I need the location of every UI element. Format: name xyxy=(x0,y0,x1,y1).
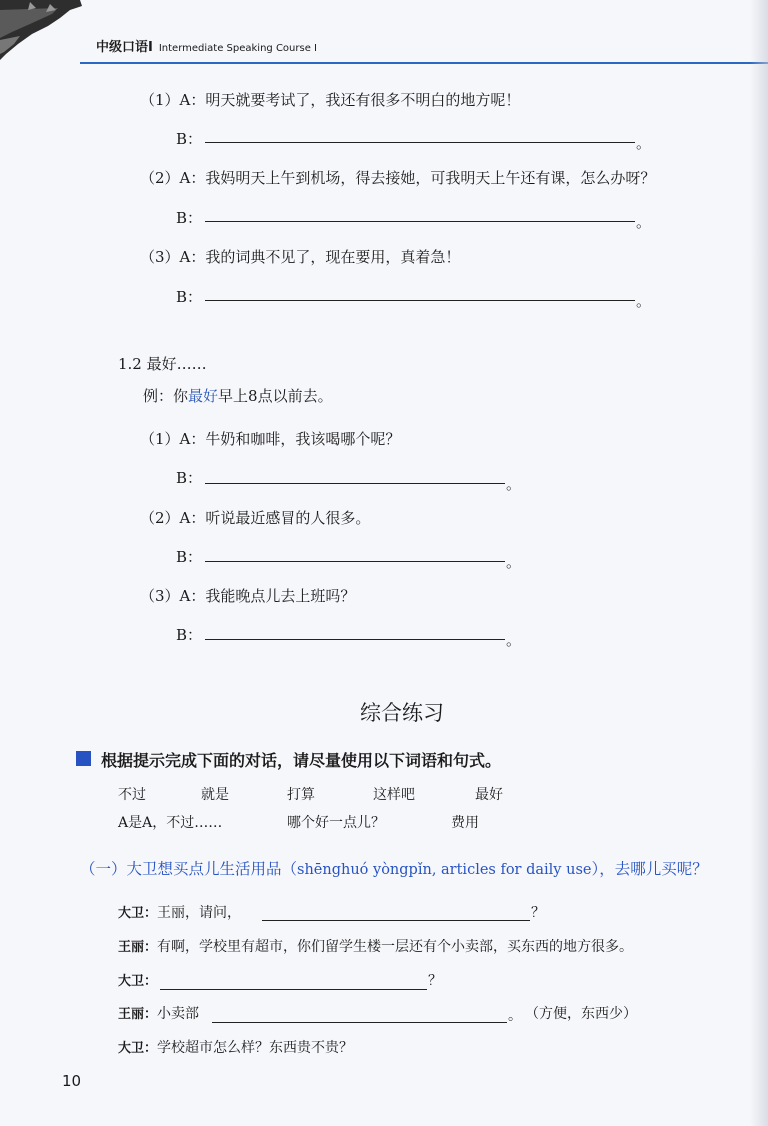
q2-2-answer-blank[interactable] xyxy=(205,561,505,562)
speaker: 王丽： xyxy=(118,1007,158,1022)
q2-1-end-mark: 。 xyxy=(506,475,522,493)
part-one-heading xyxy=(80,857,708,879)
dialogue-1-end-mark: ？ xyxy=(531,905,545,921)
q2-3-a xyxy=(140,585,355,606)
q1-2-a xyxy=(140,167,655,188)
pagoda-roof-icon xyxy=(0,0,88,66)
q1-1-answer-blank[interactable] xyxy=(205,142,635,143)
line-text: 学校超市怎么样？东西贵不贵？ xyxy=(157,1040,354,1056)
q1-3-b-label: B： xyxy=(176,288,203,306)
word-option: 最好 xyxy=(475,787,503,803)
speaker: 王丽： xyxy=(118,940,158,955)
word-option: 不过 xyxy=(118,787,146,803)
dialogue-line-5 xyxy=(118,1037,353,1057)
word-option: 打算 xyxy=(287,787,315,803)
q-number: （3） xyxy=(140,587,180,605)
q1-3-end-mark: 。 xyxy=(636,292,652,310)
dialogue-4-answer-blank[interactable] xyxy=(212,1022,507,1023)
q2-2-a xyxy=(140,507,370,528)
dialogue-line-4 xyxy=(118,1003,199,1023)
exercise-title: 综合练习 xyxy=(360,701,444,725)
dialogue-4-end-mark: 。 xyxy=(508,1008,522,1024)
line-text: 王丽，请问， xyxy=(157,905,242,921)
q1-2-end-mark: 。 xyxy=(636,213,652,231)
q1-2-b-label: B： xyxy=(176,209,203,227)
word-option: 就是 xyxy=(201,787,229,803)
q-number: （2） xyxy=(140,509,180,527)
example-suffix: 早上8点以前去。 xyxy=(218,387,333,405)
blue-square-bullet-icon xyxy=(76,751,91,766)
q2-1-answer-blank[interactable] xyxy=(205,483,505,484)
q2-3-answer-blank[interactable] xyxy=(205,639,505,640)
header-rule xyxy=(80,62,768,64)
q2-2-b-label: B： xyxy=(176,548,203,566)
part-one-prefix: （一）大卫想买点儿生活用品（ xyxy=(80,860,298,878)
dialogue-line-3 xyxy=(118,970,157,989)
example-prefix: 例：你 xyxy=(143,387,189,405)
speaker: 大卫： xyxy=(118,906,158,921)
q2-3-b-label: B： xyxy=(176,626,203,644)
q-text: A：明天就要考试了，我还有很多不明白的地方呢！ xyxy=(179,91,521,109)
dialogue-line-2 xyxy=(118,936,633,956)
q1-1-a xyxy=(140,89,520,110)
pattern-option: A是A，不过…… xyxy=(118,815,223,831)
example-sentence xyxy=(143,385,333,406)
speaker: 大卫： xyxy=(118,974,158,989)
q-text: A：我的词典不见了，现在要用，真着急！ xyxy=(179,248,461,266)
dialogue-line-1 xyxy=(118,902,241,922)
dialogue-4-hint: （方便，东西少） xyxy=(525,1006,637,1022)
q-number: （1） xyxy=(140,430,180,448)
q-number: （1） xyxy=(140,91,180,109)
section-heading-1-2: 1.2 最好…… xyxy=(118,355,207,373)
speaker: 大卫： xyxy=(118,1041,158,1056)
example-highlight: 最好 xyxy=(188,387,219,405)
q1-3-a xyxy=(140,246,460,267)
q-text: A：我妈明天上午到机场，得去接她，可我明天上午还有课，怎么办呀？ xyxy=(179,169,656,187)
dialogue-1-answer-blank[interactable] xyxy=(262,920,530,921)
running-head xyxy=(96,36,317,55)
part-one-pinyin: shēnghuó yòngpǐn, articles for daily use xyxy=(297,862,592,878)
page-edge-shadow xyxy=(750,0,768,1126)
q2-1-b-label: B： xyxy=(176,469,203,487)
q-number: （2） xyxy=(140,169,180,187)
page-header xyxy=(0,0,768,66)
q1-1-end-mark: 。 xyxy=(636,134,652,152)
exercise-instruction: 根据提示完成下面的对话，请尽量使用以下词语和句式。 xyxy=(101,751,502,770)
page-number: 10 xyxy=(62,1072,82,1090)
part-one-suffix: ），去哪儿买呢？ xyxy=(591,860,708,878)
running-head-cn: 中级口语Ⅰ xyxy=(96,40,153,55)
running-head-en: Intermediate Speaking Course Ⅰ xyxy=(158,43,317,54)
q1-3-answer-blank[interactable] xyxy=(205,300,635,301)
q-text: A：牛奶和咖啡，我该喝哪个呢？ xyxy=(179,430,401,448)
dialogue-3-answer-blank[interactable] xyxy=(160,989,427,990)
q-text: A：我能晚点儿去上班吗？ xyxy=(179,587,356,605)
q-text: A：听说最近感冒的人很多。 xyxy=(179,509,371,527)
q2-1-a xyxy=(140,428,400,449)
q2-3-end-mark: 。 xyxy=(506,631,522,649)
pattern-option: 哪个好一点儿？ xyxy=(287,815,385,831)
q1-1-b-label: B： xyxy=(176,130,203,148)
q-number: （3） xyxy=(140,248,180,266)
line-text: 小卖部 xyxy=(157,1006,200,1022)
q1-2-answer-blank[interactable] xyxy=(205,221,635,222)
pattern-option: 费用 xyxy=(451,815,479,831)
dialogue-3-end-mark: ？ xyxy=(428,973,442,989)
word-option: 这样吧 xyxy=(373,787,415,803)
q2-2-end-mark: 。 xyxy=(506,553,522,571)
line-text: 有啊，学校里有超市，你们留学生楼一层还有个小卖部，买东西的地方很多。 xyxy=(157,939,634,955)
